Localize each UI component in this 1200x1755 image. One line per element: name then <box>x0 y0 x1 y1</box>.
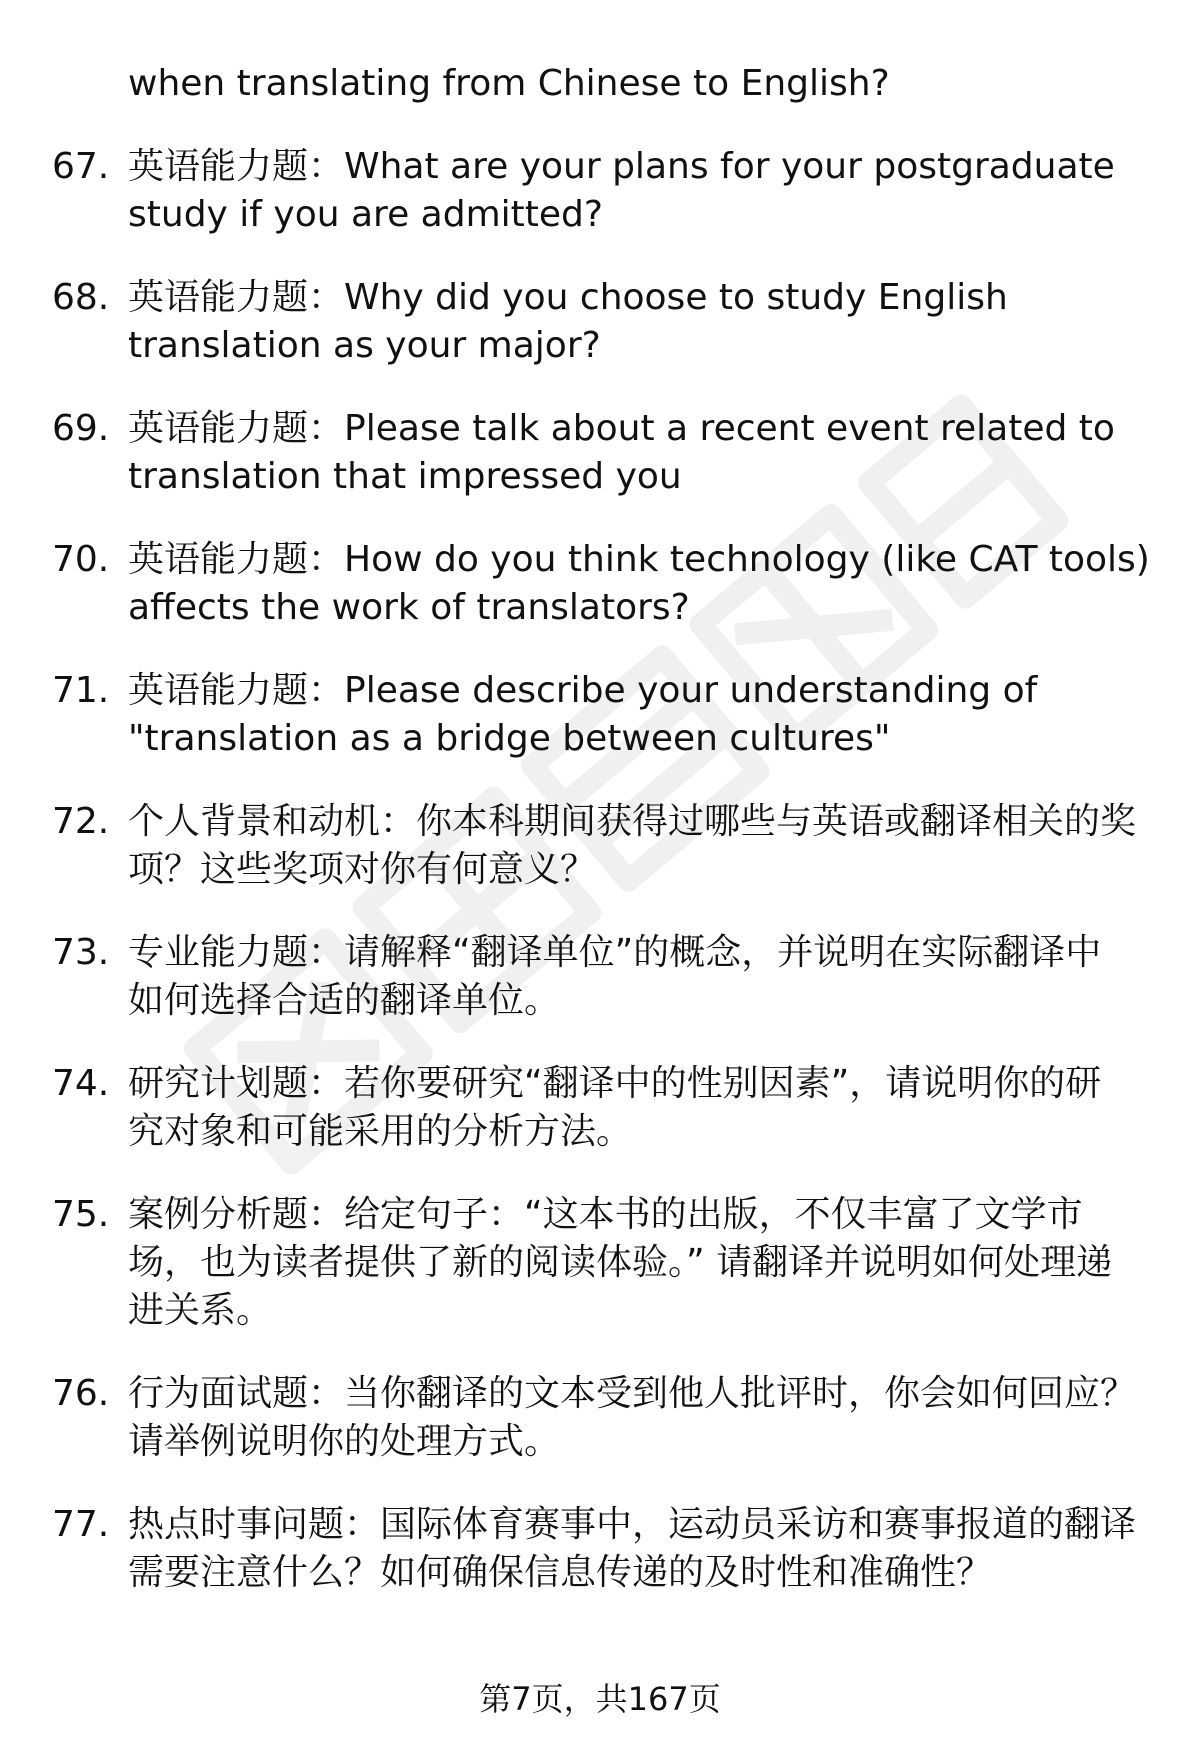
question-line: 英语能力题：Please talk about a recent event related to <box>128 408 1115 449</box>
question-text <box>128 929 1148 1025</box>
question-line: 请举例说明你的处理方式。 <box>128 1421 561 1462</box>
question-number: 73. <box>52 932 110 973</box>
question-item-74 <box>0 1060 1200 1156</box>
question-text <box>128 667 1148 763</box>
question-line: 场，也为读者提供了新的阅读体验。” 请翻译并说明如何处理递 <box>128 1242 1113 1283</box>
question-line: translation that impressed you <box>128 456 682 497</box>
question-line: 项？这些奖项对你有何意义？ <box>128 849 597 890</box>
question-line: 英语能力题：Please describe your understanding of <box>128 670 1038 711</box>
continued-question-text: when translating from Chinese to English? <box>128 63 890 104</box>
question-line: 行为面试题：当你翻译的文本受到他人批评时，你会如何回应？ <box>128 1373 1137 1414</box>
question-text <box>128 405 1148 501</box>
question-text <box>128 1191 1148 1335</box>
question-text <box>128 1370 1148 1466</box>
question-item-67 <box>0 143 1200 239</box>
question-line: 英语能力题：What are your plans for your postgraduate <box>128 146 1115 187</box>
question-line: 个人背景和动机：你本科期间获得过哪些与英语或翻译相关的奖 <box>128 801 1137 842</box>
question-line: 专业能力题：请解释“翻译单位”的概念，并说明在实际翻译中 <box>128 932 1102 973</box>
question-text <box>128 1501 1148 1597</box>
question-item-71 <box>0 667 1200 763</box>
question-text <box>128 1060 1148 1156</box>
question-item-76 <box>0 1370 1200 1466</box>
question-line: 案例分析题：给定句子：“这本书的出版，不仅丰富了文学市 <box>128 1194 1083 1235</box>
question-line: 热点时事问题：国际体育赛事中，运动员采访和赛事报道的翻译 <box>128 1504 1137 1545</box>
question-number: 76. <box>52 1373 110 1414</box>
question-item-70 <box>0 536 1200 632</box>
question-item-69 <box>0 405 1200 501</box>
question-number: 67. <box>52 146 110 187</box>
question-line: 究对象和可能采用的分析方法。 <box>128 1111 633 1152</box>
question-text <box>128 143 1148 239</box>
question-item-72 <box>0 798 1200 894</box>
question-number: 70. <box>52 539 110 580</box>
question-line: affects the work of translators? <box>128 587 690 628</box>
question-line: translation as your major? <box>128 325 601 366</box>
question-text <box>128 274 1148 370</box>
question-item-75 <box>0 1191 1200 1335</box>
question-number: 74. <box>52 1063 110 1104</box>
question-line: 需要注意什么？如何确保信息传递的及时性和准确性？ <box>128 1552 993 1593</box>
question-item-68 <box>0 274 1200 370</box>
question-number: 75. <box>52 1194 110 1235</box>
question-number: 72. <box>52 801 110 842</box>
page-footer: 第7页，共167页 <box>479 1680 721 1718</box>
question-item-73 <box>0 929 1200 1025</box>
question-list <box>0 143 1200 1632</box>
question-line: 进关系。 <box>128 1290 273 1331</box>
question-line: study if you are admitted? <box>128 194 603 235</box>
question-item-77 <box>0 1501 1200 1597</box>
question-line: "translation as a bridge between cultures" <box>128 718 891 759</box>
question-number: 69. <box>52 408 110 449</box>
question-number: 77. <box>52 1504 110 1545</box>
question-text <box>128 536 1148 632</box>
question-text <box>128 798 1148 894</box>
question-line: 如何选择合适的翻译单位。 <box>128 980 561 1021</box>
question-line: 研究计划题：若你要研究“翻译中的性别因素”，请说明你的研 <box>128 1063 1102 1104</box>
question-number: 71. <box>52 670 110 711</box>
question-line: 英语能力题：Why did you choose to study English <box>128 277 1008 318</box>
question-number: 68. <box>52 277 110 318</box>
question-line: 英语能力题：How do you think technology (like CAT tools) <box>128 539 1150 580</box>
